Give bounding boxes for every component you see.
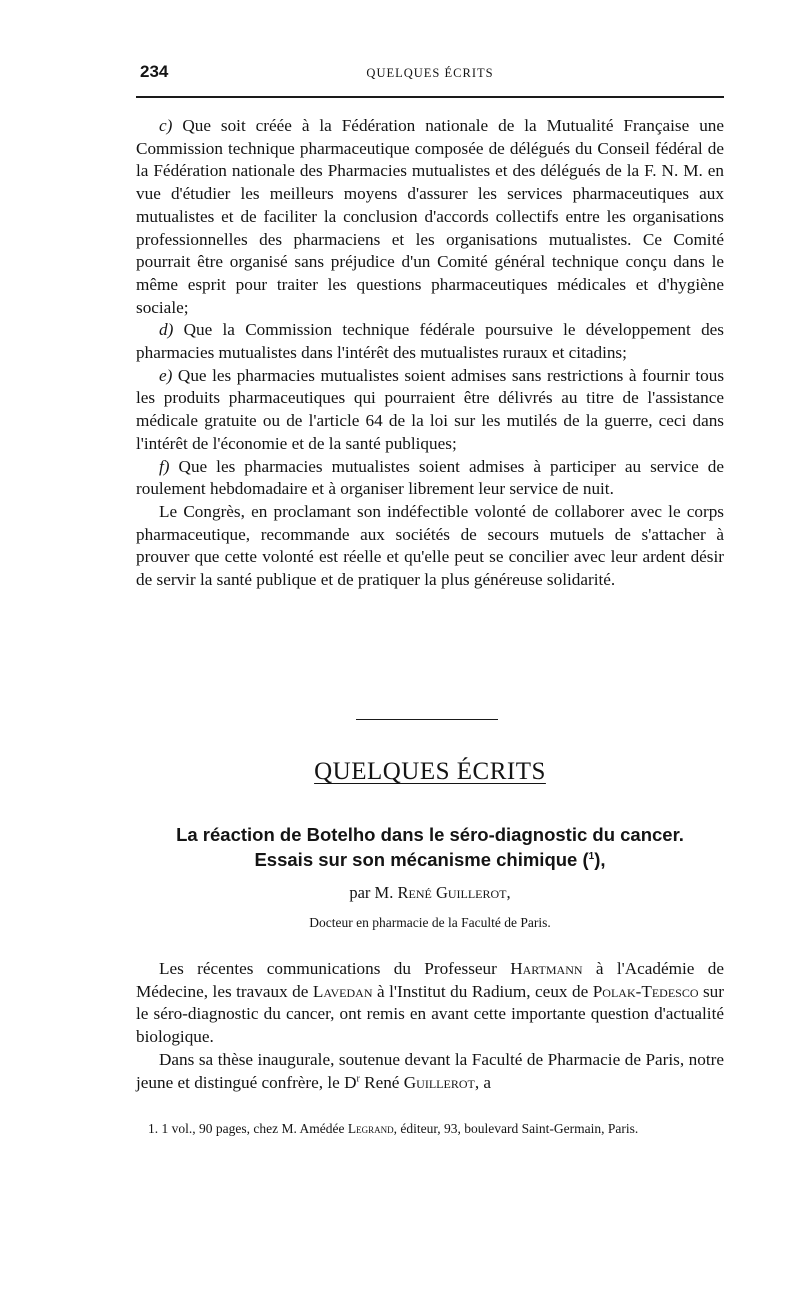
- resolution-tag: c): [159, 116, 173, 135]
- section-separator: [356, 719, 498, 720]
- resolution-text: Que les pharmacies mutualistes soient admises à participer au service de roulement hebdomadaire et à organiser librement leur service de nuit.: [136, 456, 725, 499]
- person-name: Lavedan: [312, 981, 373, 1001]
- article-title-line-1: La réaction de Botelho dans le séro-diagnostic du cancer.: [176, 824, 684, 845]
- resolution-text: Que soit créée à la Fédération nationale de la Mutualité Française une Commission technique pharmaceutique composée de délégués du Conseil fédéral de la Fédération nationale des Pharmacies mutualistes et des délégués de la F. N. M. en vue d'étudier les meilleurs moyens d'assurer les services pharmaceutiques aux mutualistes et de faciliter la conclusion d'accords collectifs entre les organisations professionnelles des pharmaciens et les organisations mutualistes. Ce Comité pourrait être organisé sans préjudice d'un Comité général technique conçu dans le même esprit pour traiter les questions pharmaceutiques médicales et d'hygiène sociale;: [136, 116, 725, 317]
- resolution-text: Que les pharmacies mutualistes soient admises sans restrictions à fournir tous les produits pharmaceutiques qui pourraient être délivrés au titre de l'assistance médicale gratuite ou de l'article 64 de la loi sur les mutilés de la guerre, ceci dans l'intérêt de l'économie et de la santé publiques;: [136, 365, 725, 453]
- resolution-f: [136, 456, 724, 501]
- byline: [136, 883, 724, 903]
- resolution-tag: f): [159, 456, 170, 476]
- article-paragraph-1: Les récentes communications du Professeur Hartmann à l'Académie de Médecine, les travaux de Lavedan à l'Institut du Radium, ceux de Polak-Tedesco sur le séro-diagnostic du cancer, ont remis en avant cette importante question d'actualité biologique.: [136, 959, 724, 1047]
- resolution-tag: d): [159, 320, 174, 340]
- resolution-e: [136, 365, 724, 456]
- resolution-c: [136, 115, 724, 319]
- article-body: [136, 958, 724, 1094]
- resolutions-block: [136, 115, 724, 592]
- author-name: René Guillerot,: [397, 883, 511, 902]
- article-title: [136, 822, 724, 872]
- byline-prefix: par M.: [349, 883, 394, 902]
- person-name: Guillerot: [403, 1072, 475, 1092]
- page-number: 234: [140, 62, 169, 81]
- running-head: [136, 62, 724, 86]
- footnote-ref: 1: [588, 850, 595, 862]
- header-rule: [136, 96, 724, 98]
- article-paragraph-2: Dans sa thèse inaugurale, soutenue devant la Faculté de Pharmacie de Paris, notre jeune et distingué confrère, le $D^r$ René Guillerot, a: [136, 1049, 724, 1092]
- running-title: QUELQUES ÉCRITS: [366, 66, 494, 80]
- person-name: Hartmann: [510, 959, 583, 978]
- article-title-line-2: Essais sur son mécanisme chimique ($^1$),: [254, 849, 606, 870]
- resolution-text: Que la Commission technique fédérale poursuive le développement des pharmacies mutualistes dans l'intérêt des mutualistes ruraux et citadins;: [136, 320, 724, 363]
- congress-paragraph: Le Congrès, en proclamant son indéfectible volonté de collaborer avec le corps pharmaceutique, recommande aux sociétés de secours mutuels de s'attacher à prouver que cette volonté est réelle et qu'elle peut se concilier avec leur ardent désir de servir la santé publique et de pratiquer la plus généreuse solidarité.: [136, 501, 724, 590]
- author-affiliation: Docteur en pharmacie de la Faculté de Paris.: [309, 915, 551, 930]
- person-name: Polak-Tedesco: [592, 981, 699, 1001]
- footnote: 1. 1 vol., 90 pages, chez M. Amédée Legrand, éditeur, 93, boulevard Saint-Germain, Paris.: [148, 1121, 639, 1136]
- resolution-tag: e): [159, 365, 173, 385]
- publisher-name: Legrand: [347, 1121, 394, 1136]
- resolution-d: [136, 319, 724, 364]
- section-title: QUELQUES ÉCRITS: [314, 758, 546, 785]
